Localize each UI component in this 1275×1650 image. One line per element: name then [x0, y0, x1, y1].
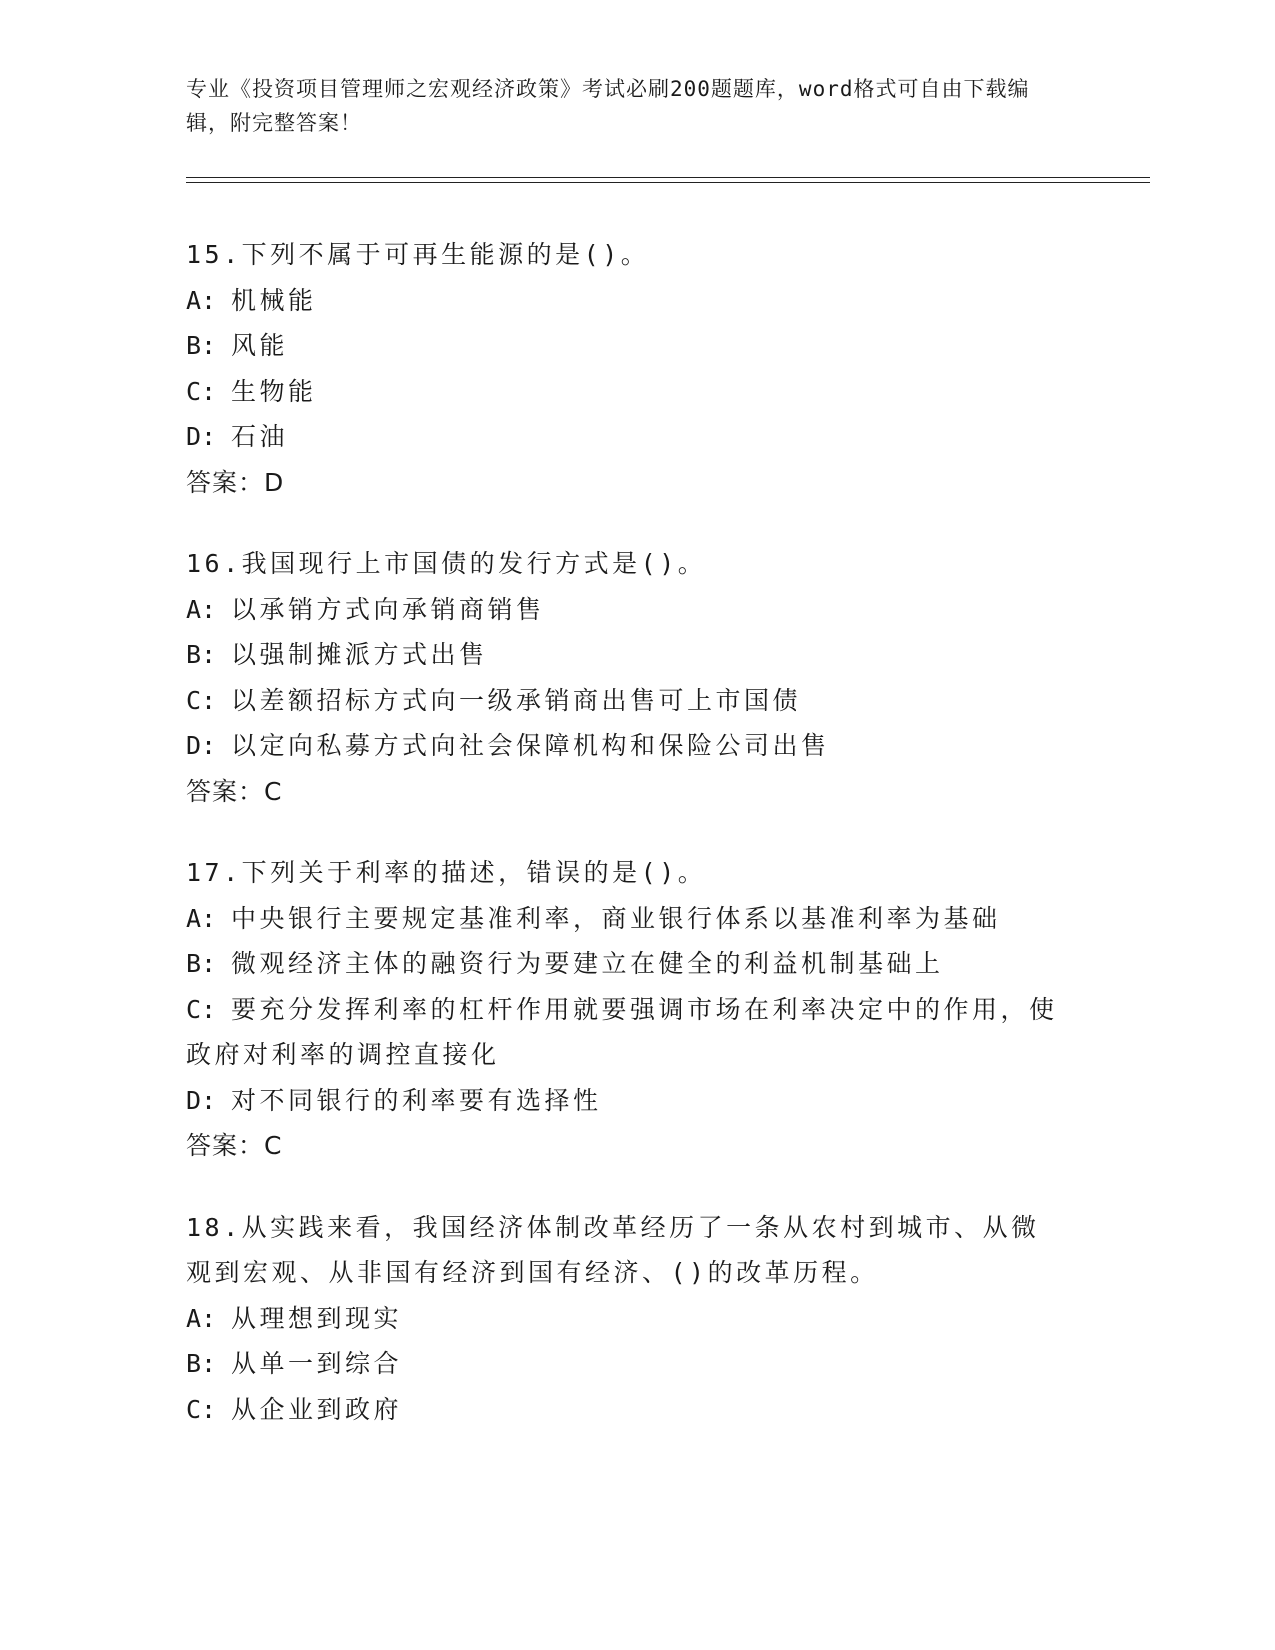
answer-line: 答案：C [186, 776, 283, 806]
option-text: 以定向私募方式向社会保障机构和保险公司出售 [231, 731, 830, 760]
question-stem: 17.下列关于利率的描述，错误的是()。 [186, 858, 707, 887]
option-text: 风能 [231, 331, 289, 360]
question-stem: 18.从实践来看，我国经济体制改革经历了一条从农村到城市、从微观到宏观、从非国有经济到国有经济、()的改革历程。 [186, 1212, 1040, 1287]
option-letter: A: [186, 1303, 217, 1333]
option-b [186, 941, 1066, 987]
option-letter: A: [186, 903, 217, 933]
option-d [186, 723, 1066, 769]
option-letter: B: [186, 1349, 217, 1378]
question-18 [186, 1205, 1066, 1433]
option-letter: B: [186, 640, 217, 669]
option-text: 以强制摊派方式出售 [231, 640, 488, 669]
option-text: 从理想到现实 [231, 1303, 403, 1333]
option-text: 从企业到政府 [231, 1394, 403, 1424]
option-b [186, 1341, 1066, 1387]
option-c [186, 1387, 1066, 1433]
option-letter: C: [186, 1394, 217, 1424]
answer-line: 答案：D [186, 467, 285, 497]
option-text: 以承销方式向承销商销售 [231, 594, 545, 624]
option-letter: D: [186, 731, 217, 760]
question-list [186, 232, 1066, 1468]
option-letter: B: [186, 331, 217, 360]
question-stem: 16.我国现行上市国债的发行方式是()。 [186, 549, 707, 578]
document-page [186, 0, 1146, 1650]
option-text: 机械能 [231, 285, 317, 315]
option-letter: C: [186, 994, 217, 1024]
header-divider-top [186, 177, 1150, 178]
option-b [186, 323, 1066, 369]
option-a [186, 278, 1066, 324]
header-divider-bottom [186, 182, 1150, 183]
option-letter: D: [186, 1085, 217, 1115]
document-header: 专业《投资项目管理师之宏观经济政策》考试必刷200题题库，word格式可自由下载编辑，附完整答案！ [186, 77, 1030, 135]
option-text: 对不同银行的利率要有选择性 [231, 1085, 602, 1115]
question-stem: 15.下列不属于可再生能源的是()。 [186, 240, 650, 269]
answer-line: 答案：C [186, 1131, 283, 1160]
option-c [186, 678, 1066, 724]
option-a [186, 587, 1066, 633]
option-a [186, 1296, 1066, 1342]
option-d [186, 414, 1066, 460]
option-text: 从单一到综合 [231, 1349, 403, 1378]
question-17 [186, 850, 1066, 1169]
option-c [186, 987, 1066, 1078]
option-text: 中央银行主要规定基准利率，商业银行体系以基准利率为基础 [231, 903, 1001, 933]
option-d [186, 1078, 1066, 1124]
option-text: 微观经济主体的融资行为要建立在健全的利益机制基础上 [231, 949, 944, 978]
option-letter: D: [186, 422, 217, 451]
option-c [186, 369, 1066, 415]
option-letter: B: [186, 949, 217, 978]
option-letter: C: [186, 376, 217, 406]
option-text: 生物能 [231, 376, 317, 406]
option-letter: C: [186, 685, 217, 715]
option-letter: A: [186, 285, 217, 315]
question-15 [186, 232, 1066, 505]
question-16 [186, 541, 1066, 814]
option-text: 以差额招标方式向一级承销商出售可上市国债 [231, 685, 802, 715]
option-b [186, 632, 1066, 678]
option-text: 石油 [231, 422, 289, 451]
option-text: 要充分发挥利率的杠杆作用就要强调市场在利率决定中的作用，使政府对利率的调控直接化 [186, 994, 1058, 1069]
option-a [186, 896, 1066, 942]
option-letter: A: [186, 594, 217, 624]
